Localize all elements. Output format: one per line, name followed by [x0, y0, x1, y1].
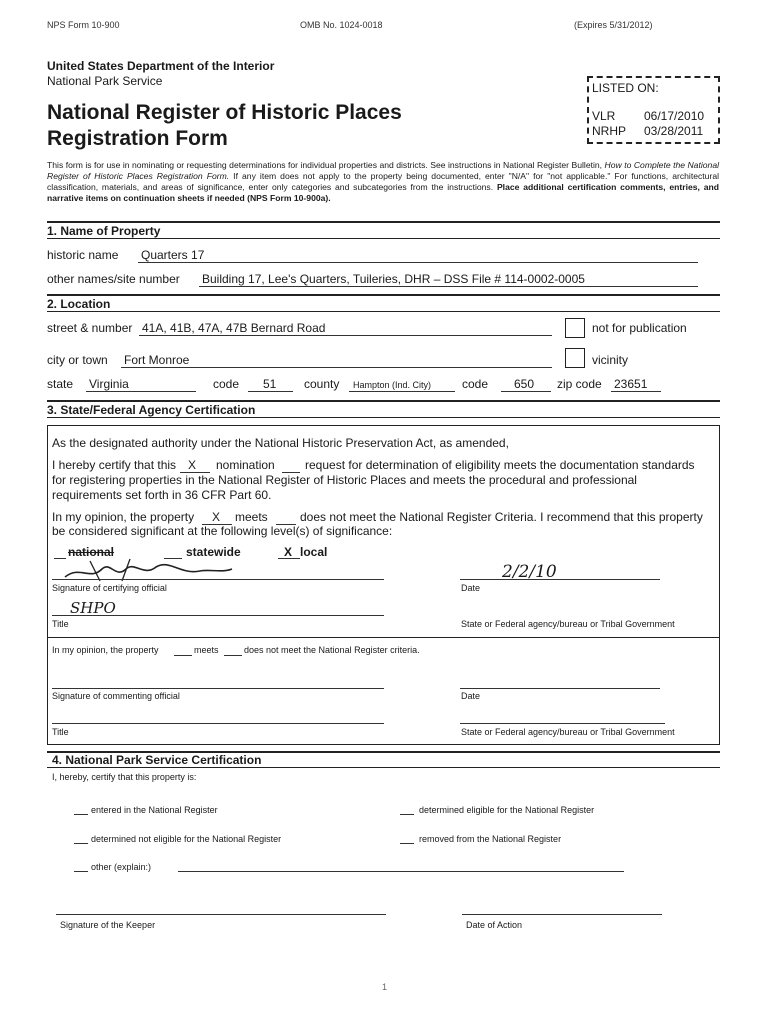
vicinity-checkbox[interactable]: [565, 348, 585, 368]
keeper-signature-line: [56, 914, 386, 915]
state-line: [86, 391, 196, 392]
handwritten-date: 2/2/10: [502, 562, 557, 582]
vlr-label: VLR: [592, 109, 616, 123]
county-code-value[interactable]: 650: [514, 377, 535, 391]
county-label: county: [304, 377, 340, 391]
date-label: Date: [461, 583, 481, 593]
commenting-signature-line: [52, 688, 384, 689]
option-other: other (explain:): [91, 862, 152, 872]
city-value[interactable]: Fort Monroe: [124, 353, 190, 367]
date-of-action-line: [462, 914, 662, 915]
title2-label: Title: [52, 727, 69, 737]
city-line: [121, 367, 552, 368]
not-for-publication-checkbox[interactable]: [565, 318, 585, 338]
local-mark[interactable]: X: [284, 545, 293, 559]
zip-value[interactable]: 23651: [614, 377, 648, 391]
omb-number: OMB No. 1024-0018: [300, 20, 383, 30]
section1-heading: 1. Name of Property: [47, 224, 161, 238]
date-of-action-label: Date of Action: [466, 920, 523, 930]
county-line: [349, 391, 455, 392]
meets-mark[interactable]: X: [212, 510, 221, 524]
street-value[interactable]: 41A, 41B, 47A, 47B Bernard Road: [142, 321, 326, 335]
historic-name-line: [138, 262, 698, 263]
street-label: street & number: [47, 321, 133, 335]
nomination-mark[interactable]: X: [188, 458, 197, 472]
state-value[interactable]: Virginia: [89, 377, 129, 391]
intro-italic: How to Complete the National Register of Historic Places Registration Form.: [47, 160, 720, 181]
city-label: city or town: [47, 353, 108, 367]
agency-label: State or Federal agency/bureau or Tribal Government: [461, 619, 675, 629]
county-code-line: [501, 391, 551, 392]
section3-heading: 3. State/Federal Agency Certification: [47, 403, 256, 417]
agency2-line: [460, 723, 665, 724]
section4-intro: I, hereby, certify that this property is:: [52, 772, 197, 782]
section4-bottom-rule: [47, 767, 720, 768]
opinion-text-c: does not meet the National Register criteria.: [244, 645, 420, 655]
other-blank[interactable]: [74, 871, 88, 872]
listed-heading: LISTED ON:: [592, 81, 659, 95]
cert-p2-d: for registering properties in the National Register of Historic Places and meets the procedural and professional: [52, 473, 637, 487]
date2-line: [460, 688, 660, 689]
date2-label: Date: [461, 691, 481, 701]
title-line: [52, 615, 384, 616]
section1-top-rule: [47, 221, 720, 223]
historic-name-value[interactable]: Quarters 17: [141, 248, 205, 262]
entered-blank[interactable]: [74, 814, 88, 815]
cert-paragraph-1: As the designated authority under the National Historic Preservation Act, as amended,: [52, 436, 509, 450]
expiration: (Expires 5/31/2012): [574, 20, 653, 30]
cert-p2-a: I hereby certify that this: [52, 458, 177, 472]
vicinity-label: vicinity: [592, 353, 629, 367]
title-label: Title: [52, 619, 69, 629]
nrhp-date: 03/28/2011: [644, 124, 704, 138]
commenting-signature-label: Signature of commenting official: [52, 691, 180, 701]
intro-text: This form is for use in nominating or requesting determinations for individual properties and districts. See instructions in National Register Bulletin,: [47, 160, 605, 170]
listed-on-box: [587, 76, 720, 144]
form-title-line1: National Register of Historic Places: [47, 101, 402, 124]
state-code-value[interactable]: 51: [263, 377, 277, 391]
instructions-paragraph: [47, 160, 719, 204]
cert-p3-b: meets: [235, 510, 268, 524]
cert-p2-c: request for determination of eligibility meets the documentation standards: [305, 458, 695, 472]
removed-blank[interactable]: [400, 843, 414, 844]
department: United States Department of the Interior: [47, 59, 275, 73]
vlr-date: 06/17/2010: [644, 109, 705, 123]
opinion-text-b: meets: [194, 645, 219, 655]
level-statewide[interactable]: statewide: [186, 545, 241, 559]
certifying-signature-line: [52, 579, 384, 580]
title2-line: [52, 723, 384, 724]
zip-label: zip code: [557, 377, 602, 391]
other-names-line: [199, 286, 698, 287]
handwritten-title: SHPO: [70, 599, 116, 617]
zip-line: [611, 391, 661, 392]
section3-bottom-rule: [47, 417, 720, 418]
county-code-label: code: [462, 377, 489, 391]
option-removed: removed from the National Register: [419, 834, 562, 844]
section3-top-rule: [47, 400, 720, 402]
intro-bold: Place additional certification comments, entries, and narrative items on continuation sheets if needed (NPS Form 10-900a).: [47, 182, 720, 203]
cert-p2-e: requirements set forth in 36 CFR Part 60.: [52, 488, 272, 502]
section2-bottom-rule: [47, 311, 720, 312]
state-code-label: code: [213, 377, 240, 391]
cert-p2-b: nomination: [216, 458, 275, 472]
opinion-not-meet-blank: [224, 655, 242, 656]
certifying-signature-label: Signature of certifying official: [52, 583, 167, 593]
nrhp-label: NRHP: [592, 124, 627, 138]
not-eligible-blank[interactable]: [74, 843, 88, 844]
signature-scribble-icon: [60, 555, 240, 585]
cert-p3-c: does not meet the National Register Criteria. I recommend that this property: [300, 510, 703, 524]
other-names-value[interactable]: Building 17, Lee's Quarters, Tuileries, DHR – DSS File # 114-0002-0005: [202, 272, 585, 286]
agency2-label: State or Federal agency/bureau or Tribal Government: [461, 727, 675, 737]
street-line: [139, 335, 552, 336]
section2-heading: 2. Location: [47, 297, 111, 311]
date-line: [460, 579, 660, 580]
service: National Park Service: [47, 74, 163, 88]
form-number: NPS Form 10-900: [47, 20, 120, 30]
level-local[interactable]: local: [300, 545, 328, 559]
not-for-publication-label: not for publication: [592, 321, 687, 335]
county-value[interactable]: Hampton (Ind. City): [353, 380, 432, 390]
eligible-blank[interactable]: [400, 814, 414, 815]
cert-p3-d: be considered significant at the following level(s) of significance:: [52, 524, 393, 538]
option-entered: entered in the National Register: [91, 805, 218, 815]
section1-bottom-rule: [47, 238, 720, 239]
state-label: state: [47, 377, 74, 391]
other-explain-line[interactable]: [178, 871, 624, 872]
option-not-eligible: determined not eligible for the National Register: [91, 834, 282, 844]
cert-p3-a: In my opinion, the property: [52, 510, 195, 524]
option-determined-eligible: determined eligible for the National Register: [419, 805, 595, 815]
state-code-line: [248, 391, 293, 392]
section4-heading: 4. National Park Service Certification: [52, 753, 262, 767]
page-mark: 1: [382, 982, 388, 992]
intro-text-2: If any item does not apply to the property being documented, enter "N/A" for "not applicable." For functions, architectural classification, materials, and areas of significance, enter only categories and subcategories from the instructions.: [47, 171, 720, 192]
level-national[interactable]: national: [68, 545, 115, 559]
opinion-meets-blank: [174, 655, 192, 656]
section2-top-rule: [47, 294, 720, 296]
opinion-divider: [47, 637, 720, 638]
form-title-line2: Registration Form: [47, 127, 228, 150]
local-blank: [278, 558, 300, 559]
keeper-signature-label: Signature of the Keeper: [60, 920, 156, 930]
other-names-label: other names/site number: [47, 272, 180, 286]
historic-name-label: historic name: [47, 248, 119, 262]
opinion-text-a: In my opinion, the property: [52, 645, 159, 655]
